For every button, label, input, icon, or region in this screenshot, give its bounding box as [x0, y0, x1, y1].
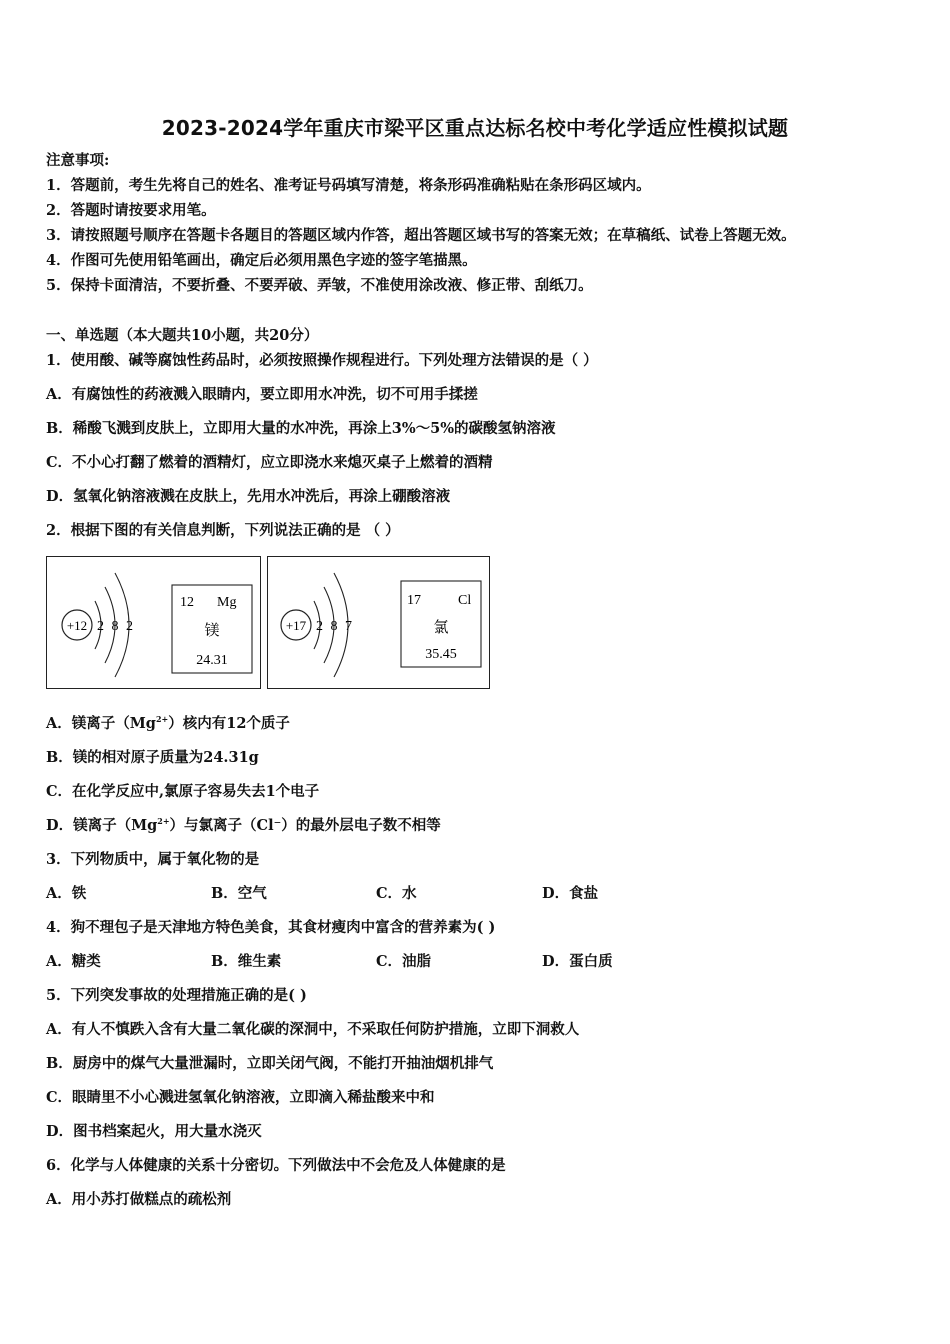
- q4-option-a: A．糖类: [46, 953, 101, 970]
- notice-item: 2．答题时请按要求用笔。: [46, 202, 216, 219]
- q3-options: [46, 884, 746, 904]
- mg-atomic-number: 12: [180, 595, 194, 610]
- q2-option-a-charge: 2+: [155, 714, 169, 725]
- mg-nucleus-label: +12: [66, 618, 88, 633]
- q3-option-a: A．铁: [46, 885, 87, 902]
- cl-name: 氯: [433, 620, 449, 636]
- q2-option-a: [46, 714, 290, 734]
- q2-option-d-charge: 2+: [157, 816, 170, 827]
- q4-options: [46, 952, 746, 972]
- page-title: 2023-2024学年重庆市梁平区重点达标名校中考化学适应性模拟试题: [161, 116, 789, 140]
- q1-option-b: B．稀酸飞溅到皮肤上，立即用大量的水冲洗，再涂上3%～5%的碳酸氢钠溶液: [46, 420, 556, 437]
- q2-option-b: B．镁的相对原子质量为24.31g: [46, 749, 259, 766]
- q2-option-a-post: ）核内有12个质子: [168, 715, 290, 732]
- q1-option-c: C．不小心打翻了燃着的酒精灯，应立即浇水来熄灭桌子上燃着的酒精: [46, 454, 493, 471]
- q4-option-d: D．蛋白质: [542, 953, 613, 970]
- mg-symbol: Mg: [217, 595, 237, 610]
- cl-atomic-number: 17: [407, 593, 421, 608]
- cl-panel: [267, 556, 490, 689]
- q4-option-b: B．维生素: [211, 953, 282, 970]
- q2-option-d-pre: D．镁离子（Mg: [46, 817, 158, 834]
- q5-option-d: D．图书档案起火，用大量水浇灭: [46, 1123, 262, 1140]
- cl-nucleus-label: +17: [285, 618, 307, 633]
- q3-option-b: B．空气: [211, 885, 267, 902]
- q2-option-c: C．在化学反应中,氯原子容易失去1个电子: [46, 783, 320, 800]
- cl-atom-diagram: [268, 557, 489, 688]
- mg-panel: [46, 556, 261, 689]
- q5-option-c: C．眼睛里不小心溅进氢氧化钠溶液，立即滴入稀盐酸来中和: [46, 1089, 435, 1106]
- notice-item: 4．作图可先使用铅笔画出，确定后必须用黑色字迹的签字笔描黑。: [46, 252, 477, 269]
- notice-item: 1．答题前，考生先将自己的姓名、准考证号码填写清楚，将条形码准确粘贴在条形码区域内。: [46, 177, 651, 194]
- q1-stem: 1．使用酸、碱等腐蚀性药品时，必须按照操作规程进行。下列处理方法错误的是（ ）: [46, 352, 598, 369]
- mg-shell-electrons: 2 8 2: [97, 619, 135, 634]
- cl-symbol: Cl: [458, 593, 472, 608]
- cl-atomic-mass: 35.45: [425, 647, 457, 662]
- q6-stem: 6．化学与人体健康的关系十分密切。下列做法中不会危及人体健康的是: [46, 1157, 506, 1174]
- q4-option-c: C．油脂: [376, 953, 432, 970]
- q5-option-b: B．厨房中的煤气大量泄漏时，立即关闭气阀，不能打开抽油烟机排气: [46, 1055, 494, 1072]
- q2-option-d-post: ）与氯离子（Cl⁻）的最外层电子数不相等: [169, 817, 441, 834]
- q1-option-a: A．有腐蚀性的药液溅入眼睛内，要立即用水冲洗，切不可用手揉搓: [46, 386, 478, 403]
- q2-option-d: [46, 816, 441, 836]
- notice-item: 5．保持卡面清洁，不要折叠、不要弄破、弄皱，不准使用涂改液、修正带、刮纸刀。: [46, 277, 593, 294]
- q2-option-a-pre: A．镁离子（Mg: [46, 715, 156, 732]
- q5-stem: 5．下列突发事故的处理措施正确的是( ): [46, 987, 307, 1004]
- q3-option-c: C．水: [376, 885, 417, 902]
- mg-atomic-mass: 24.31: [196, 653, 228, 668]
- section-heading: 一、单选题（本大题共10小题，共20分）: [46, 327, 319, 344]
- q3-option-d: D．食盐: [542, 885, 599, 902]
- notice-item: 3．请按照题号顺序在答题卡各题目的答题区域内作答，超出答题区域书写的答案无效；在草稿纸、试卷上答题无效。: [46, 227, 796, 244]
- q2-stem: 2．根据下图的有关信息判断，下列说法正确的是 （ ）: [46, 522, 400, 539]
- mg-name: 镁: [204, 623, 220, 639]
- q1-option-d: D．氢氧化钠溶液溅在皮肤上，先用水冲洗后，再涂上硼酸溶液: [46, 488, 451, 505]
- q6-option-a: A．用小苏打做糕点的疏松剂: [46, 1191, 232, 1208]
- q4-stem: 4．狗不理包子是天津地方特色美食，其食材瘦肉中富含的营养素为( ): [46, 919, 496, 936]
- q5-option-a: A．有人不慎跌入含有大量二氧化碳的深洞中，不采取任何防护措施，立即下洞救人: [46, 1021, 580, 1038]
- notice-heading: 注意事项:: [46, 152, 110, 169]
- mg-atom-diagram: [47, 557, 260, 688]
- cl-shell-electrons: 2 8 7: [316, 619, 354, 634]
- q3-stem: 3．下列物质中，属于氧化物的是: [46, 851, 260, 868]
